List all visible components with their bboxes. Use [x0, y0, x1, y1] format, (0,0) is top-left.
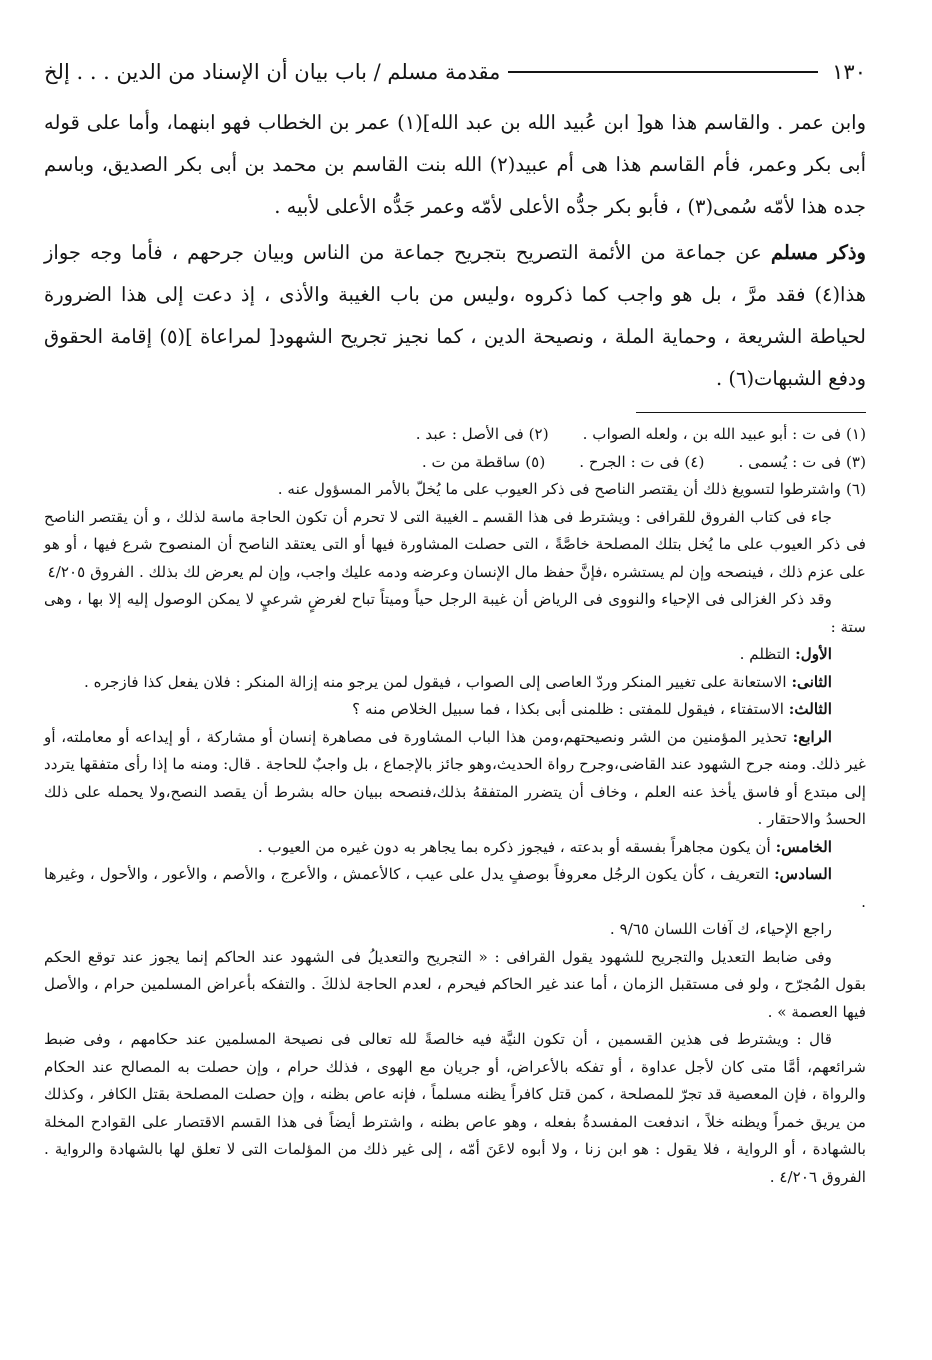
footnote-qarafi-3: قال : ويشترط فى هذين القسمين ، أن تكون النيَّة فيه خالصةً لله تعالى فى نصيحة المسلمين عند حكامهم ، وفى ضبط شرائعهم، أمَّا متى كان لأجل عداوة ، أو تفكه بالأعراض، أو جريان مع الهوى ، فذلك حرام ، وإن حصلت به المصالح عند الحكام والرواة ، فإن المعصية قد تجرّ للمصلحة ، كمن قتل كافراً يظنه مسلماً ، فإنه عاص بظنه ، وإن حصلت المصلحة بقتل الكافر ، وكذلك من يريق خمراً ويظنه خلاً ، اندفعت المفسدةُ بفعله ، وهو عاص بظنه ، واشترط أيضاً فى هذا القسم الاقتصار على القوادح المخلة بالشهادة ، أو الرواية ، فلا يقول : هو ابن زنا ، ولا أبوه لاعَنَ أمّه ، إلى غير ذلك من المؤلمات التى لا تعلق لها بالشهادة والرواية . الفروق ٤/٢٠٦ . [44, 1030, 866, 1186]
item-6-label: السادس: [774, 865, 832, 883]
running-title: مقدمة مسلم / باب بيان أن الإسناد من الدين . . . إلخ [44, 60, 501, 84]
footnote-rule [636, 412, 866, 413]
item-2-text: الاستعانة على تغيير المنكر وردّ العاصى إلى الصواب ، فيقول لمن يرجو منه إزالة المنكر : فلان يفعل كذا فازجره . [84, 672, 792, 691]
footnote-3: (٣) فى ت : يُسمى . [738, 452, 866, 471]
footnote-ghazali-intro: وقد ذكر الغزالى فى الإحياء والنووى فى الرياض أن غيبة الرجل حياً وميتاً تباح لغرضٍ شرعيٍ لا يمكن الوصول إليه إلا بها ، وهى ستة : [44, 590, 866, 636]
footnote-item-6 [44, 861, 866, 916]
main-paragraph-2 [44, 232, 866, 400]
footnote-row-2 [44, 449, 866, 477]
footnote-item-2 [44, 669, 866, 697]
header-rule [508, 71, 818, 73]
main-paragraph-1: وابن عمر . والقاسم هذا هو[ ابن عُبيد الله بن عبد الله](١) عمر بن الخطاب فهو ابنهما، وأما على قوله أبى بكر وعمر، فأم القاسم هذا هى أم عبيد(٢) الله بنت القاسم بن محمد بن أبى بكر الصديق، وباسم جده هذا لأمّه سُمى(٣) ، فأبو بكر جدُّه الأعلى لأمّه وعمر جَدُّه الأعلى لأبيه . [44, 111, 866, 218]
item-4-label: الرابع: [792, 727, 832, 746]
item-1-text: التظلم . [739, 645, 796, 663]
footnote-item-5 [44, 834, 866, 862]
footnote-item-3 [44, 696, 866, 724]
page-number: ١٣٠ [832, 60, 866, 84]
item-5-label: الخامس: [775, 837, 832, 856]
main-paragraph-2-body: عن جماعة من الأئمة التصريح بتجريح جماعة من الناس وبيان جرحهم ، فأما وجه جواز هذا(٤) فقد مرَّ ، بل هو واجب كما ذكروه ،وليس من باب الغيبة والأذى ، إذ دعت إلى هذا الضرورة لحياطة الشريعة ، وحماية الملة ، ونصيحة الدين ، كما نجيز تجريح الشهود[ لمراعاة ](٥) إقامة الحقوق ودفع الشبهات(٦) . [44, 241, 866, 390]
page-header [44, 52, 866, 92]
footnote-ref-ihya: راجع الإحياء، ك آفات اللسان ٩/٦٥ . [609, 920, 832, 938]
item-3-label: الثالث: [788, 700, 832, 718]
item-4-text: تحذير المؤمنين من الشر ونصيحتهم،ومن هذا الباب المشاورة فى مصاهرة إنسان أو مشاركة ، أو إيداعه أو معاملته، أو غير ذلك. ومنه جرح الشهود عند القاضى،وجرح رواة الحديث،وهو جائز بالإجماع ، بل واجبٌ للحاجة . قال: ومنه ما إذا رأى متفقها يتردد إلى مبتدع أو فاسق يأخذ عنه العلم ، وخاف أن يتضرر المتفقهُ بذلك،فنصحه ببيان حاله بشرط أن يقصد النصح،ولا يحمله على ذلك الحسدُ والاحتقار . [44, 727, 866, 828]
footnote-1: (١) فى ت : أبو عبيد الله بن ، ولعله الصواب . [582, 425, 866, 443]
footnote-5: (٥) ساقطة من ت . [421, 452, 546, 471]
footnote-qarafi-1: جاء فى كتاب الفروق للقرافى : ويشترط فى هذا القسم ـ الغيبة التى لا تحرم أن تكون الحاجة ماسة لذلك ، و أن يقتصر الناصح فى ذكر العيوب على ما يُخل بتلك المصلحة خاصَّةً ، التى حصلت المشاورة فيها أو التى يعتقد الناصح أن المنصوح شرع فيها ، أو هو على عزم ذلك ، فينصحه وإن لم يستشره ،فإنَّ حفظ مال الإنسان وعرضه ودمه عليك واجب، وإن لم يعرض لك بذلك . الفروق ٤/٢٠٥ [44, 507, 866, 581]
footnote-6: (٦) واشترطوا لتسويغ ذلك أن يقتصر الناصح فى ذكر العيوب على ما يُخلّ بالأمر المسؤول عنه . [277, 480, 866, 498]
main-text [44, 102, 866, 400]
main-paragraph-2-lead: وذكر مسلم [770, 241, 866, 264]
footnote-4: (٤) فى ت : الجرح . [579, 452, 705, 471]
footnote-item-1 [44, 641, 866, 669]
item-2-label: الثانى: [791, 672, 832, 691]
footnote-item-4 [44, 724, 866, 834]
footnote-2: (٢) فى الأصل : عبد . [415, 425, 549, 443]
item-5-text: أن يكون مجاهراً بفسقه أو بدعته ، فيجوز ذكره بما يجاهر به دون غيره من العيوب . [257, 837, 776, 856]
footnote-row-1 [44, 421, 866, 449]
footnotes [44, 421, 866, 1191]
item-1-label: الأول: [795, 645, 832, 663]
item-6-text: التعريف ، كأن يكون الرجُل معروفاً بوصفٍ يدل على عيب ، كالأعمش ، والأعرج ، والأصم ، والأعور ، والأحول ، وغيرها . [44, 865, 866, 911]
footnote-qarafi-2: وفى ضابط التعديل والتجريح للشهود يقول القرافى : « التجريح والتعديلُ فى الشهود عند الحاكم إنما يجوز عند توقع الحكم بقول المُجرّح ، ولو فى مستقبل الزمان ، أما عند غير الحاكم فيحرم ، لعدم الحاجة لذلكَ . والتفكه بأعراض المسلمين حرام ، والأصل فيها العصمة » . [44, 947, 866, 1021]
item-3-text: الاستفتاء ، فيقول للمفتى : ظلمنى أبى بكذا ، فما سبيل الخلاص منه ؟ [352, 700, 789, 718]
